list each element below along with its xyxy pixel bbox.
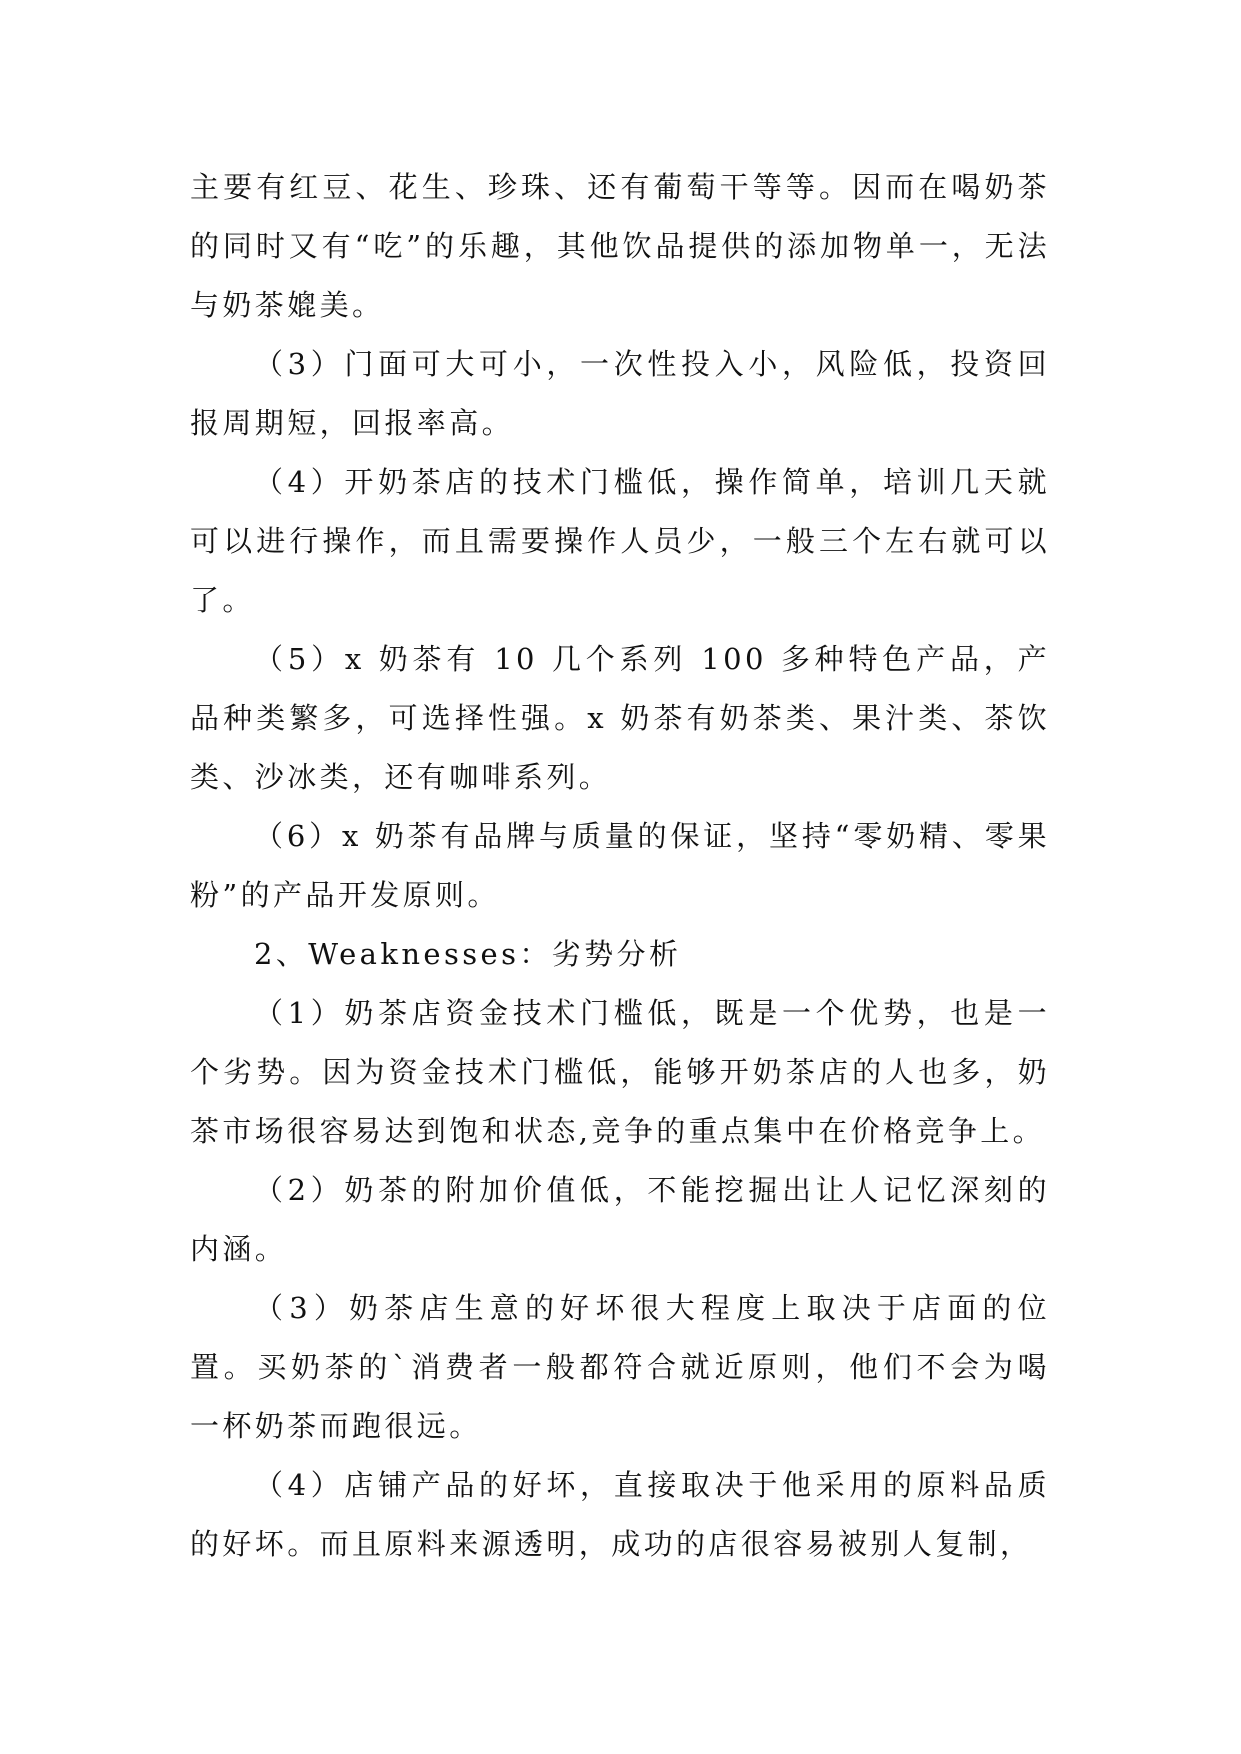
paragraph-item-5: （5）x 奶茶有 10 几个系列 100 多种特色产品，产品种类繁多，可选择性强。x 奶茶有奶茶类、果汁类、茶饮类、沙冰类，还有咖啡系列。 (190, 642, 1050, 794)
paragraph-item-4: （4）开奶茶店的技术门槛低，操作简单，培训几天就可以进行操作，而且需要操作人员少，一般三个左右就可以了。 (190, 465, 1050, 617)
paragraph-item-3: （3）门面可大可小，一次性投入小，风险低，投资回报周期短，回报率高。 (190, 347, 1050, 440)
paragraph-weakness-4: （4）店铺产品的好坏，直接取决于他采用的原料品质的好坏。而且原料来源透明，成功的店很容易被别人复制， (190, 1468, 1050, 1561)
paragraph-weakness-3: （3）奶茶店生意的好坏很大程度上取决于店面的位置。买奶茶的`消费者一般都符合就近原则，他们不会为喝一杯奶茶而跑很远。 (190, 1291, 1050, 1443)
paragraph-weakness-1: （1）奶茶店资金技术门槛低，既是一个优势，也是一个劣势。因为资金技术门槛低，能够开奶茶店的人也多，奶茶市场很容易达到饱和状态,竞争的重点集中在价格竞争上。 (190, 996, 1050, 1148)
section-heading-weaknesses: 2、Weaknesses：劣势分析 (254, 937, 682, 971)
body-text (190, 158, 1050, 1574)
paragraph-item-6: （6）x 奶茶有品牌与质量的保证，坚持“零奶精、零果粉”的产品开发原则。 (190, 819, 1050, 912)
paragraph-continuation: 主要有红豆、花生、珍珠、还有葡萄干等等。因而在喝奶茶的同时又有“吃”的乐趣，其他饮品提供的添加物单一，无法与奶茶媲美。 (190, 170, 1050, 322)
paragraph-weakness-2: （2）奶茶的附加价值低，不能挖掘出让人记忆深刻的内涵。 (190, 1173, 1050, 1266)
